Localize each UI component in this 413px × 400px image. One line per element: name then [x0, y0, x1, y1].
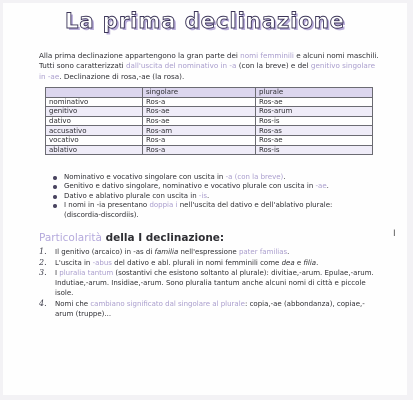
singular-form: Ros-a [143, 97, 256, 107]
list-item: 3. I pluralia tantum (sostantivi che esistono soltanto al plurale): divitiae,-arum. Epulae,-arum. Indutiae,-arum. Insidiae,-arum. Sono pluralia tantum anche alcuni nomi di città e piccole isole. [39, 268, 374, 297]
plural-form: Ros-is [255, 116, 372, 126]
highlight-feminine: nomi femminili [240, 51, 294, 60]
case-name: accusativo [46, 126, 143, 136]
plural-form: Ros-is [255, 145, 372, 155]
highlight-genitive: genitivo singolare in -ae [39, 61, 376, 81]
plural-form: Ros-as [255, 126, 372, 136]
singular-form: Ros-a [143, 145, 256, 155]
list-item: 2. L'uscita in -abus del dativo e abl. plurali in nomi femminili come dea e filia. [39, 257, 319, 267]
list-item: 1. Il genitivo (arcaico) in -as di familia nell'espressione pater familias. [39, 247, 290, 256]
table-header-row [46, 88, 373, 98]
table-header [46, 88, 143, 98]
intro-paragraph: Alla prima declinazione appartengono la gran parte dei nomi femminili e alcuni nomi maschili. Tutti sono caratterizzati dall'uscita del nominativo in -a (con la breve) e del genitivo singolare in -ae. Declinazione di rosa,-ae (la rosa). [39, 51, 379, 81]
note-page [3, 3, 407, 395]
case-name: vocativo [46, 135, 143, 145]
singular-form: Ros-ae [143, 107, 256, 117]
singular-form: Ros-ae [143, 116, 256, 126]
table-row [46, 135, 373, 145]
declension-table [45, 87, 373, 155]
singular-form: Ros-a [143, 135, 256, 145]
table-row [46, 145, 373, 155]
list-item: Genitivo e dativo singolare, nominativo e vocativo plurale con uscita in -ae. [51, 182, 371, 191]
case-name: nominativo [46, 97, 143, 107]
table-header: singolare [143, 88, 256, 98]
rules-bullet-list [51, 173, 371, 220]
table-row [46, 107, 373, 117]
case-name: genitivo [46, 107, 143, 117]
text-cursor-icon: I [393, 229, 396, 239]
table-row [46, 116, 373, 126]
table-header: plurale [255, 88, 372, 98]
plural-form: Ros-ae [255, 135, 372, 145]
section-heading: Particolarità della I declinazione: [39, 232, 225, 244]
page-title: La prima declinazione [64, 9, 346, 33]
table-row [46, 97, 373, 107]
particularities-list [39, 247, 379, 319]
table-row [46, 126, 373, 136]
case-name: ablativo [46, 145, 143, 155]
list-item: I nomi in -ia presentano doppia i nell'uscita del dativo e dell'ablativo plurale: (discordia-discordiis). [51, 201, 371, 220]
list-item: 4. Nomi che cambiano significato dal singolare al plurale: copia,-ae (abbondanza), copiae,-arum (truppe)... [39, 298, 365, 318]
plural-form: Ros-arum [255, 107, 372, 117]
case-name: dativo [46, 116, 143, 126]
plural-form: Ros-ae [255, 97, 372, 107]
singular-form: Ros-am [143, 126, 256, 136]
highlight-nominative: dall'uscita del nominativo in -a [125, 61, 237, 71]
list-item: Nominativo e vocativo singolare con uscita in -a (con la breve). [51, 173, 371, 182]
list-item: Dativo e ablativo plurale con uscita in -is. [51, 192, 371, 201]
